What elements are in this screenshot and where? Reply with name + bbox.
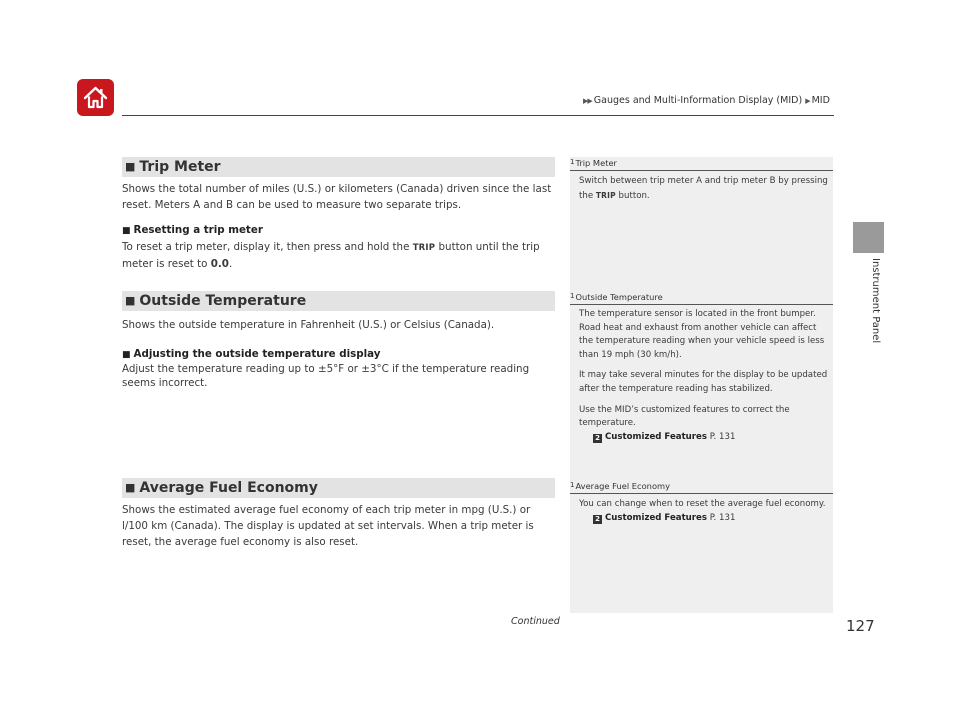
home-button[interactable] bbox=[77, 79, 114, 116]
section-heading-average-fuel-economy: ■ Average Fuel Economy bbox=[122, 478, 555, 498]
paragraph: Shows the total number of miles (U.S.) or kilometers (Canada) driven since the last reset. Meters A and B can be used to measure two separate trips. bbox=[122, 183, 552, 211]
paragraph: Shows the estimated average fuel economy of each trip meter in mpg (U.S.) or l/100 km (Canada). The display is updated at set intervals. When a trip meter is reset, the average fuel economy is also reset. bbox=[122, 504, 534, 548]
chapter-label: Instrument Panel bbox=[870, 258, 881, 344]
note-trip-meter: Switch between trip meter A and trip meter B by pressing the TRIP button. bbox=[579, 176, 828, 201]
trip-meter-body bbox=[122, 181, 558, 272]
continued-label: Continued bbox=[511, 616, 560, 627]
outside-temperature-body bbox=[122, 317, 558, 390]
subheading-resetting-trip-meter: ■ Resetting a trip meter bbox=[122, 224, 263, 236]
paragraph: Shows the outside temperature in Fahrenheit (U.S.) or Celsius (Canada). bbox=[122, 319, 495, 331]
breadcrumb-arrow-icon: ▶▶ bbox=[583, 97, 592, 105]
note-heading-outside-temperature: $^1$Outside Temperature bbox=[570, 292, 833, 305]
cross-reference-link[interactable]: 2 Customized Features P. 131 bbox=[579, 431, 829, 445]
note-outside-temperature: The temperature sensor is located in the front bumper. Road heat and exhaust from another vehicle can affect the temperature reading when your vehicle speed is less than 19 mph (30 km/h). It may take several minutes for the display to be updated after the temperature reading has stabilized. Use the MID’s customized features to correct the temperature. 2 Customized Features P. 131 bbox=[579, 308, 829, 444]
subheading-adjusting-temperature: ■ Adjusting the outside temperature display bbox=[122, 348, 381, 360]
reference-arrow-icon: 2 bbox=[593, 515, 602, 524]
note-heading-average-fuel-economy: $^1$Average Fuel Economy bbox=[570, 481, 833, 494]
header-divider bbox=[122, 115, 834, 116]
paragraph: To reset a trip meter, display it, then press and hold the TRIP button until the trip meter is reset to 0.0. bbox=[122, 241, 540, 270]
cross-reference-link[interactable]: 2 Customized Features P. 131 bbox=[579, 512, 829, 526]
page-number: 127 bbox=[846, 617, 875, 635]
section-title: Outside Temperature bbox=[139, 293, 307, 309]
section-heading-outside-temperature: ■ Outside Temperature bbox=[122, 291, 555, 311]
section-heading-trip-meter: ■ Trip Meter bbox=[122, 157, 555, 177]
paragraph: Adjust the temperature reading up to ±5°F or ±3°C if the temperature reading seems incorrect. bbox=[122, 363, 530, 389]
breadcrumb-link-gauges[interactable]: Gauges and Multi-Information Display (MID) bbox=[593, 95, 803, 106]
home-icon bbox=[82, 84, 109, 111]
trip-button-label: TRIP bbox=[412, 243, 436, 253]
note-heading-trip-meter: $^1$Trip Meter bbox=[570, 158, 833, 171]
breadcrumb-link-mid[interactable]: MID bbox=[811, 95, 830, 106]
chapter-tab[interactable] bbox=[853, 222, 884, 253]
breadcrumb bbox=[583, 95, 830, 106]
note-average-fuel-economy: You can change when to reset the average fuel economy. 2 Customized Features P. 131 bbox=[579, 498, 829, 525]
reference-arrow-icon: 2 bbox=[593, 434, 602, 443]
average-fuel-economy-body bbox=[122, 502, 558, 550]
breadcrumb-arrow-icon: ▶ bbox=[805, 97, 810, 105]
section-title: Average Fuel Economy bbox=[139, 480, 318, 496]
section-title: Trip Meter bbox=[139, 159, 221, 175]
